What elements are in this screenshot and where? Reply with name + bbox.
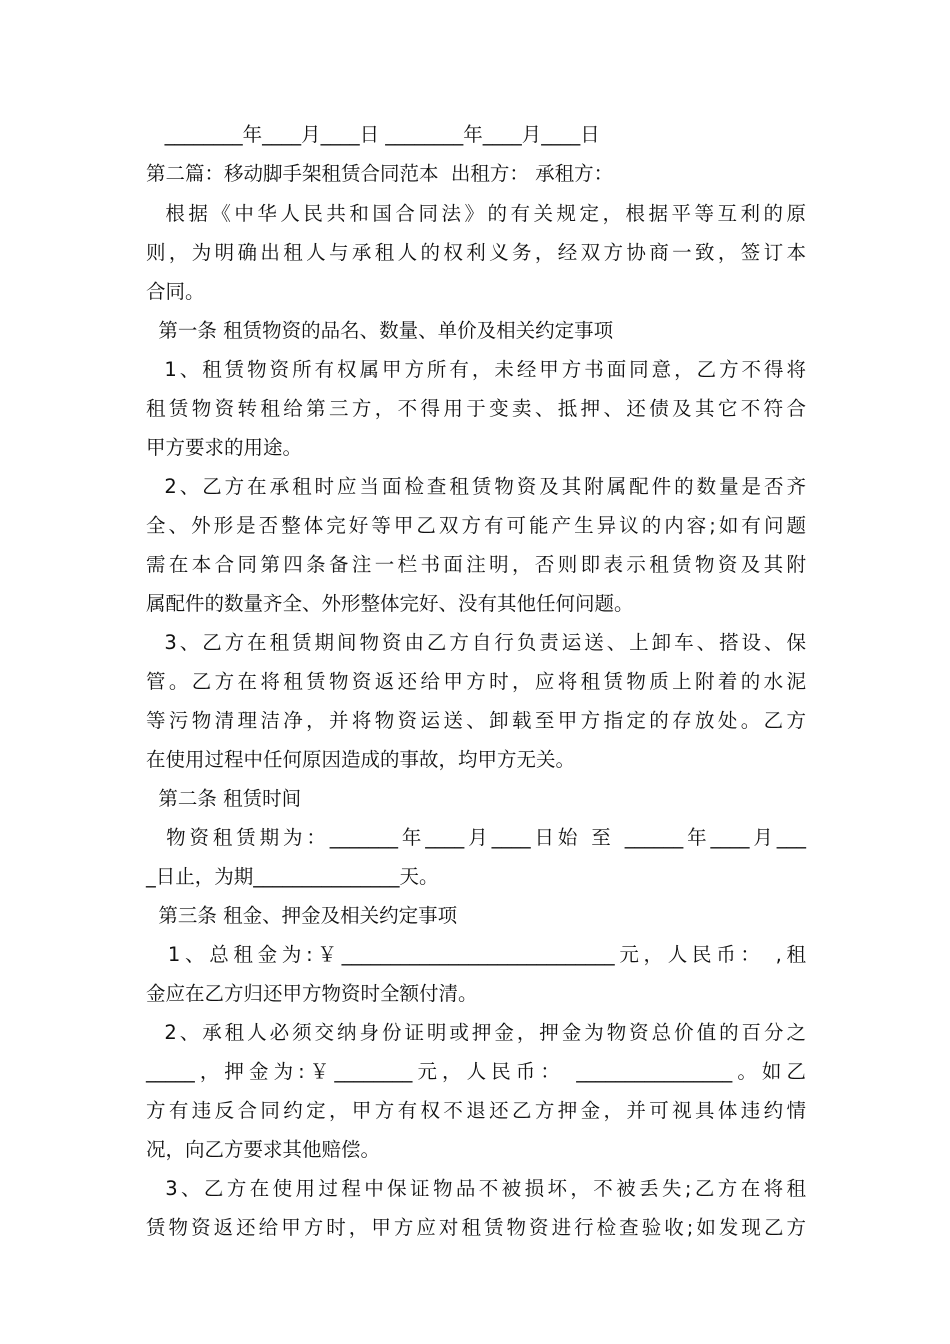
paragraph-line: 3、乙方在使用过程中保证物品不被损坏，不被丢失;乙方在将租	[146, 1177, 806, 1200]
paragraph-line: 3、乙方在租赁期间物资由乙方自行负责运送、上卸车、搭设、保	[146, 631, 806, 654]
paragraph-line: 根据《中华人民共和国合同法》的有关规定，根据平等互利的原	[146, 202, 806, 225]
date-line: ________年____月____日 ________年____月____日	[146, 123, 600, 146]
paragraph-line: 租赁物资转租给第三方，不得用于变卖、抵押、还债及其它不符合	[146, 397, 806, 420]
paragraph-line: 况，向乙方要求其他赔偿。	[146, 1138, 381, 1161]
article-heading: 第三条 租金、押金及相关约定事项	[146, 904, 458, 927]
paragraph-line: 属配件的数量齐全、外形整体完好、没有其他任何问题。	[146, 592, 634, 615]
paragraph-line: 1、租赁物资所有权属甲方所有，未经甲方书面同意，乙方不得将	[146, 358, 806, 381]
paragraph-line: 合同。	[146, 280, 205, 303]
section-title: 第二篇：移动脚手架租赁合同范本 出租方： 承租方：	[146, 162, 614, 185]
paragraph-line: 2、承租人必须交纳身份证明或押金，押金为物资总价值的百分之	[146, 1021, 806, 1044]
paragraph-line: 在使用过程中任何原因造成的事故，均甲方无关。	[146, 748, 576, 771]
paragraph-line: _日止，为期_______________天。	[146, 865, 439, 888]
paragraph-line: 2、乙方在承租时应当面检查租赁物资及其附属配件的数量是否齐	[146, 475, 806, 498]
paragraph-line: 等污物清理洁净，并将物资运送、卸载至甲方指定的存放处。乙方	[146, 709, 806, 732]
paragraph-line: 金应在乙方归还甲方物资时全额付清。	[146, 982, 478, 1005]
paragraph-line: 方有违反合同约定，甲方有权不退还乙方押金，并可视具体违约情	[146, 1099, 806, 1122]
paragraph-line: 赁物资返还给甲方时，甲方应对租赁物资进行检查验收;如发现乙方	[146, 1216, 806, 1239]
paragraph-line: _____，押金为:￥________元，人民币： ________________。如乙	[146, 1060, 806, 1083]
article-heading: 第一条 租赁物资的品名、数量、单价及相关约定事项	[146, 319, 614, 342]
paragraph-line: 甲方要求的用途。	[146, 436, 303, 459]
paragraph-line: 则，为明确出租人与承租人的权利义务，经双方协商一致，签订本	[146, 241, 806, 264]
article-heading: 第二条 租赁时间	[146, 787, 302, 810]
paragraph-line: 1、总租金为:￥____________________________元，人民币： ,租	[146, 943, 806, 966]
paragraph-line: 全、外形是否整体完好等甲乙双方有可能产生异议的内容;如有问题	[146, 514, 806, 537]
paragraph-line: 管。乙方在将租赁物资返还给甲方时，应将租赁物质上附着的水泥	[146, 670, 806, 693]
paragraph-line: 需在本合同第四条备注一栏书面注明，否则即表示租赁物资及其附	[146, 553, 806, 576]
paragraph-line: 物资租赁期为：_______年____月____日始 至 ______年____月___	[146, 826, 806, 849]
